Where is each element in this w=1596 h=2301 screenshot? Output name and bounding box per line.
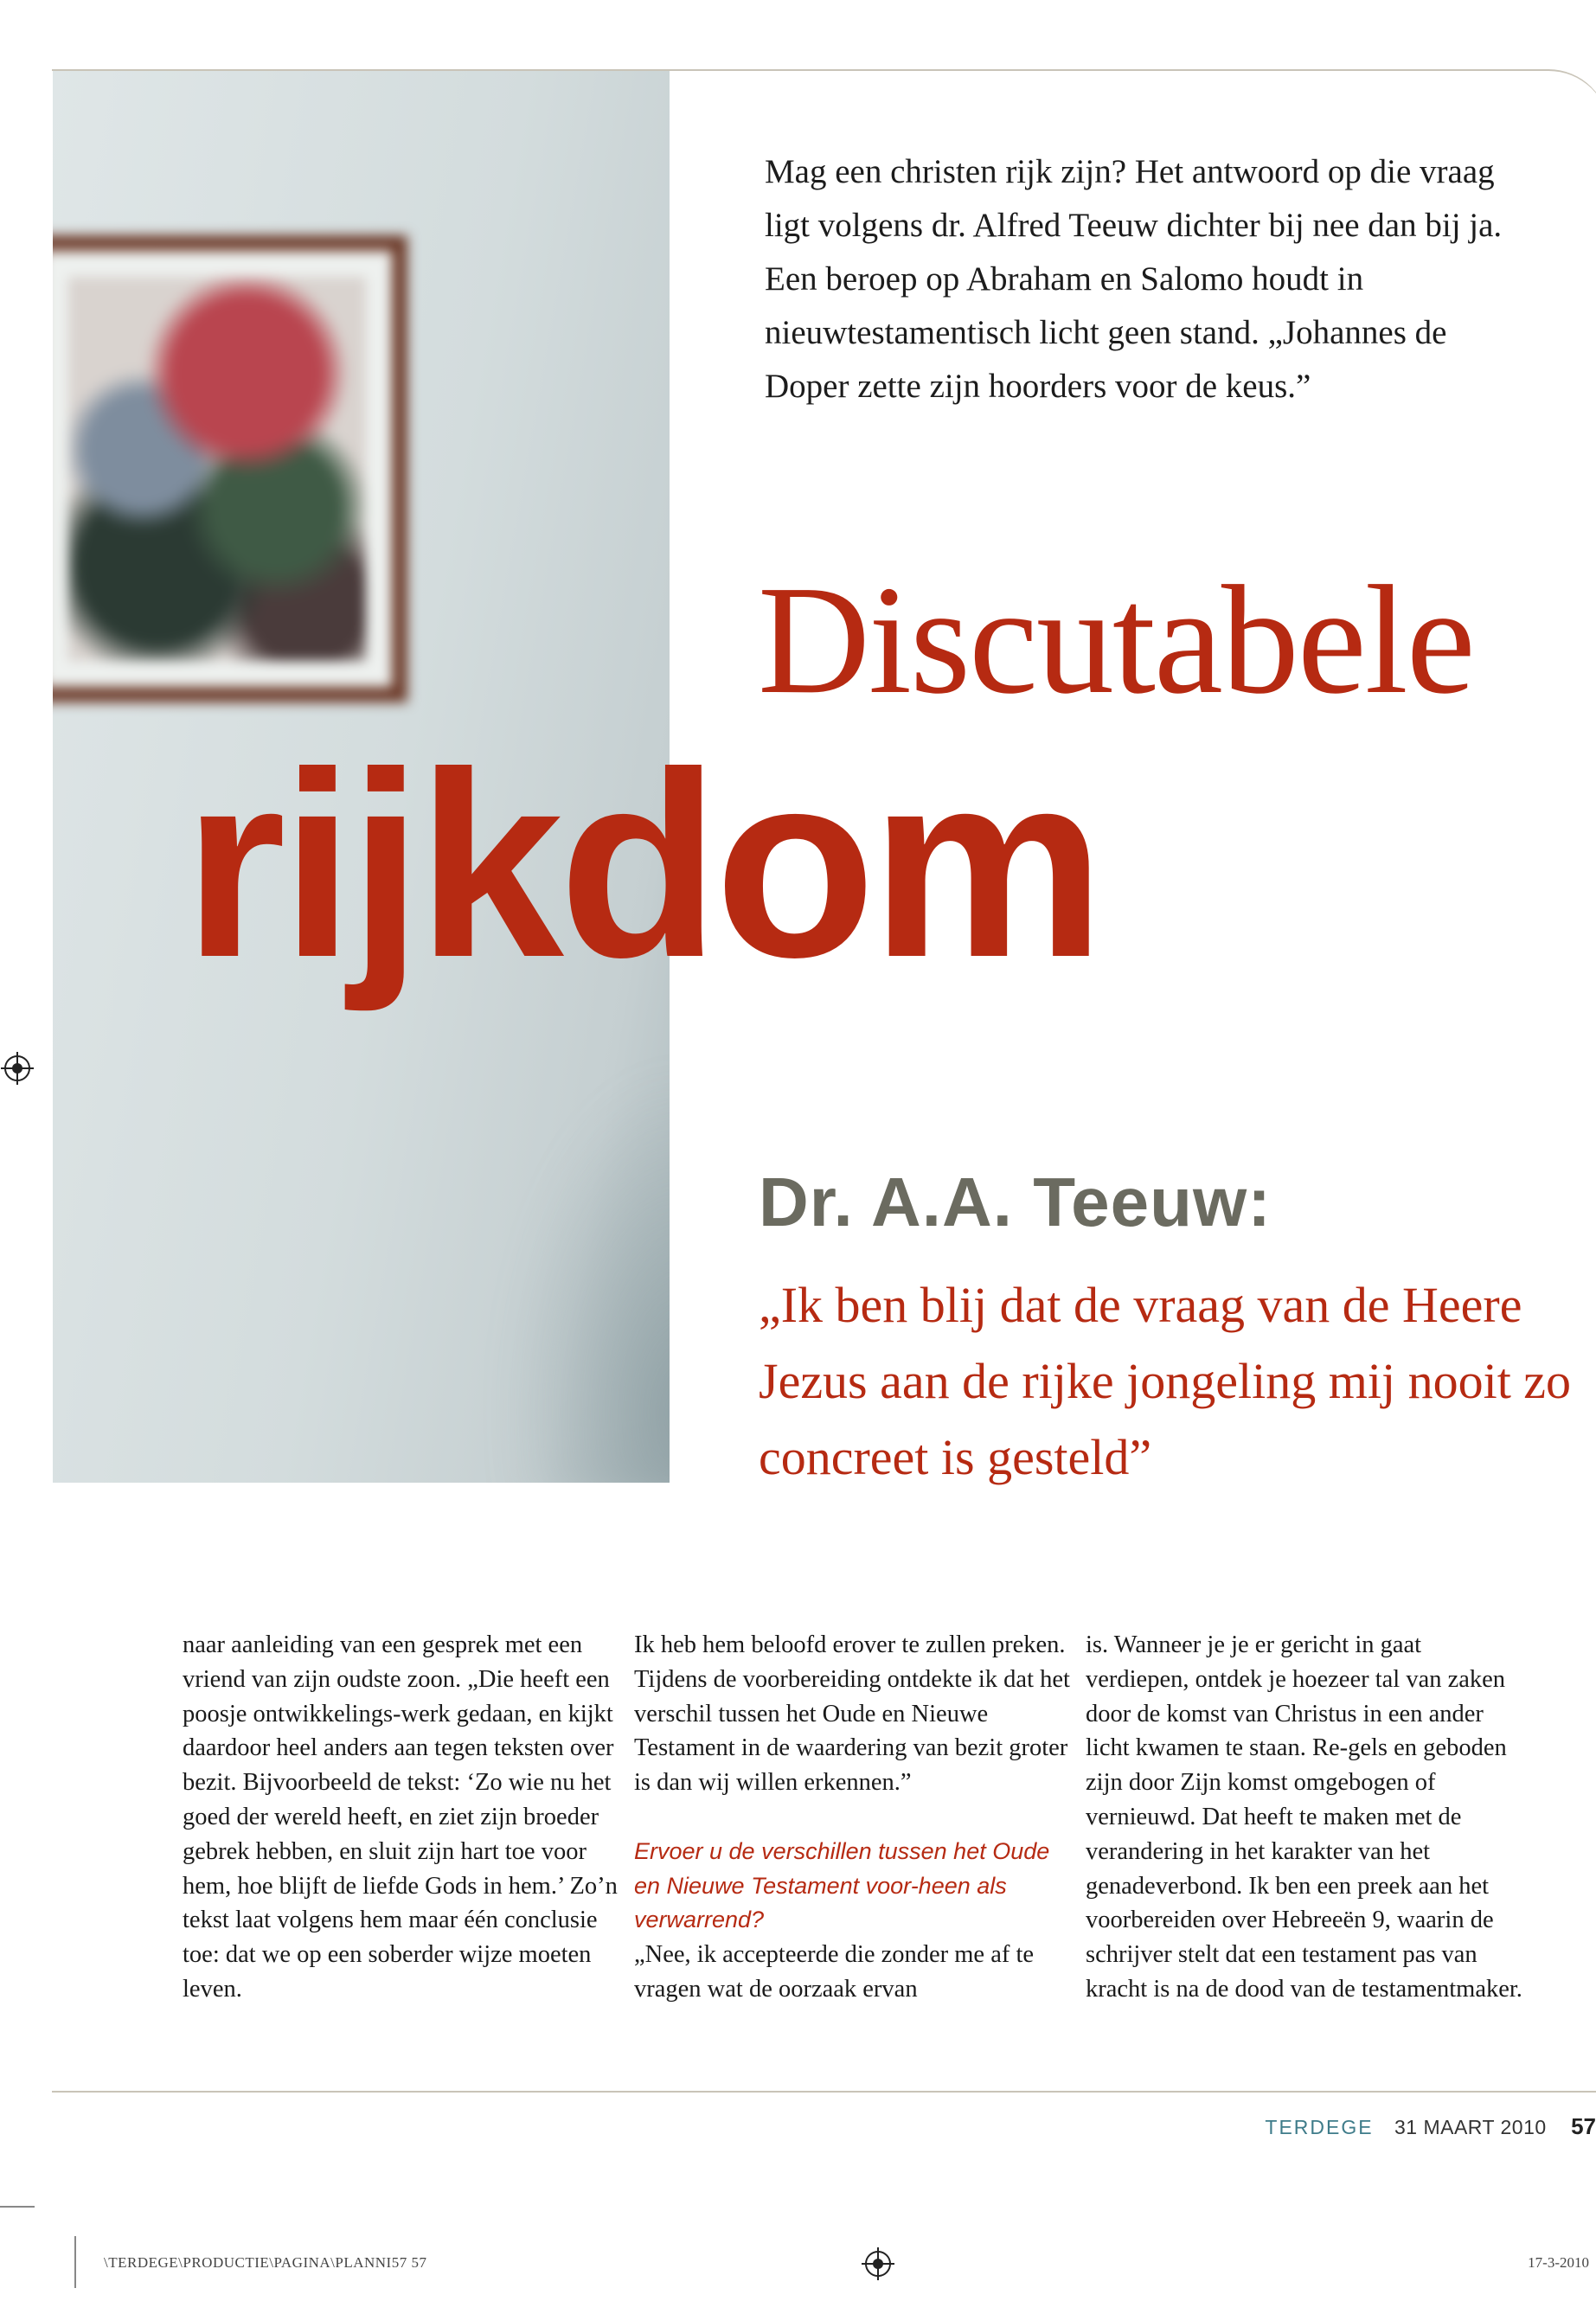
page-footer — [1265, 2109, 1596, 2144]
crop-mark-horizontal — [0, 2206, 35, 2208]
footer-date: 31 MAART 2010 — [1394, 2116, 1547, 2138]
title-line-2: rijkdom — [183, 717, 1100, 1012]
column-3-text: is. Wanneer je je er gericht in gaat verdiepen, ontdek je hoezeer tal van zaken door de komst van Christus in een ander licht kwamen te staan. Re-gels en geboden zijn door Zijn komst omgebogen of vernieuwd. Dat heeft te maken met de verandering in het karakter van het genadeverbond. Ik ben een preek aan het voorbereiden over Hebreeën 9, waarin de schrijver stelt dat een testament pas van kracht is na de dood van de testamentmaker. — [1086, 1631, 1522, 2003]
footer-brand: TERDEGE — [1265, 2116, 1374, 2138]
registration-mark-icon — [4, 1055, 30, 1081]
print-slug-path: \TERDEGE\PRODUCTIE\PAGINA\PLANNI57 57 — [104, 2254, 427, 2271]
author-name: Dr. A.A. Teeuw: — [759, 1163, 1272, 1240]
page-number: 57 — [1571, 2113, 1596, 2139]
column-1-text: naar aanleiding van een gesprek met een vriend van zijn oudste zoon. „Die heeft een poosje ontwikkelings-werk gedaan, en kijkt daardoor heel anders aan tegen teksten over bezit. Bijvoorbeeld de tekst: ‘Zo wie nu het goed der wereld heeft, en ziet zijn broeder gebrek hebben, en sluit zijn hart toe voor hem, hoe blijft de liefde Gods in hem.’ Zo’n tekst laat volgens hem maar één conclusie toe: dat we op een soberder wijze moeten leven. — [183, 1631, 618, 2003]
pull-quote: „Ik ben blij dat de vraag van de Heere Jezus aan de rijke jongeling mij nooit zo concreet is gesteld” — [759, 1277, 1572, 1485]
intro-text: Mag een christen rijk zijn? Het antwoord op die vraag ligt volgens dr. Alfred Teeuw dichter bij nee dan bij ja. Een beroep op Abraham en Salomo houdt in nieuwtestamentisch licht geen stand. „Johannes de Doper zette zijn hoorders voor de keus.” — [765, 153, 1503, 405]
registration-mark-icon — [865, 2251, 891, 2277]
text-column-3 — [1086, 1628, 1522, 2007]
text-column-2 — [634, 1628, 1071, 2007]
crop-mark-vertical — [74, 2236, 76, 2288]
interview-question: Ervoer u de verschillen tussen het Oude en Nieuwe Testament voor-heen als verwarrend? — [634, 1837, 1050, 1933]
title-line-1: Discutabele — [758, 554, 1474, 726]
print-slug-date: 17-3-2010 — [1528, 2254, 1589, 2271]
picture-frame-image — [53, 235, 407, 702]
column-2-text-a: Ik heb hem beloofd erover te zullen preken. Tijdens de voorbereiding ontdekte ik dat het verschil tussen het Oude en Nieuwe Testament in de waardering van bezit groter is dan wij willen erkennen.” — [634, 1631, 1070, 1797]
text-column-1 — [183, 1628, 619, 2007]
column-2-text-b: „Nee, ik accepteerde die zonder me af te vragen wat de oorzaak ervan — [634, 1941, 1035, 2003]
